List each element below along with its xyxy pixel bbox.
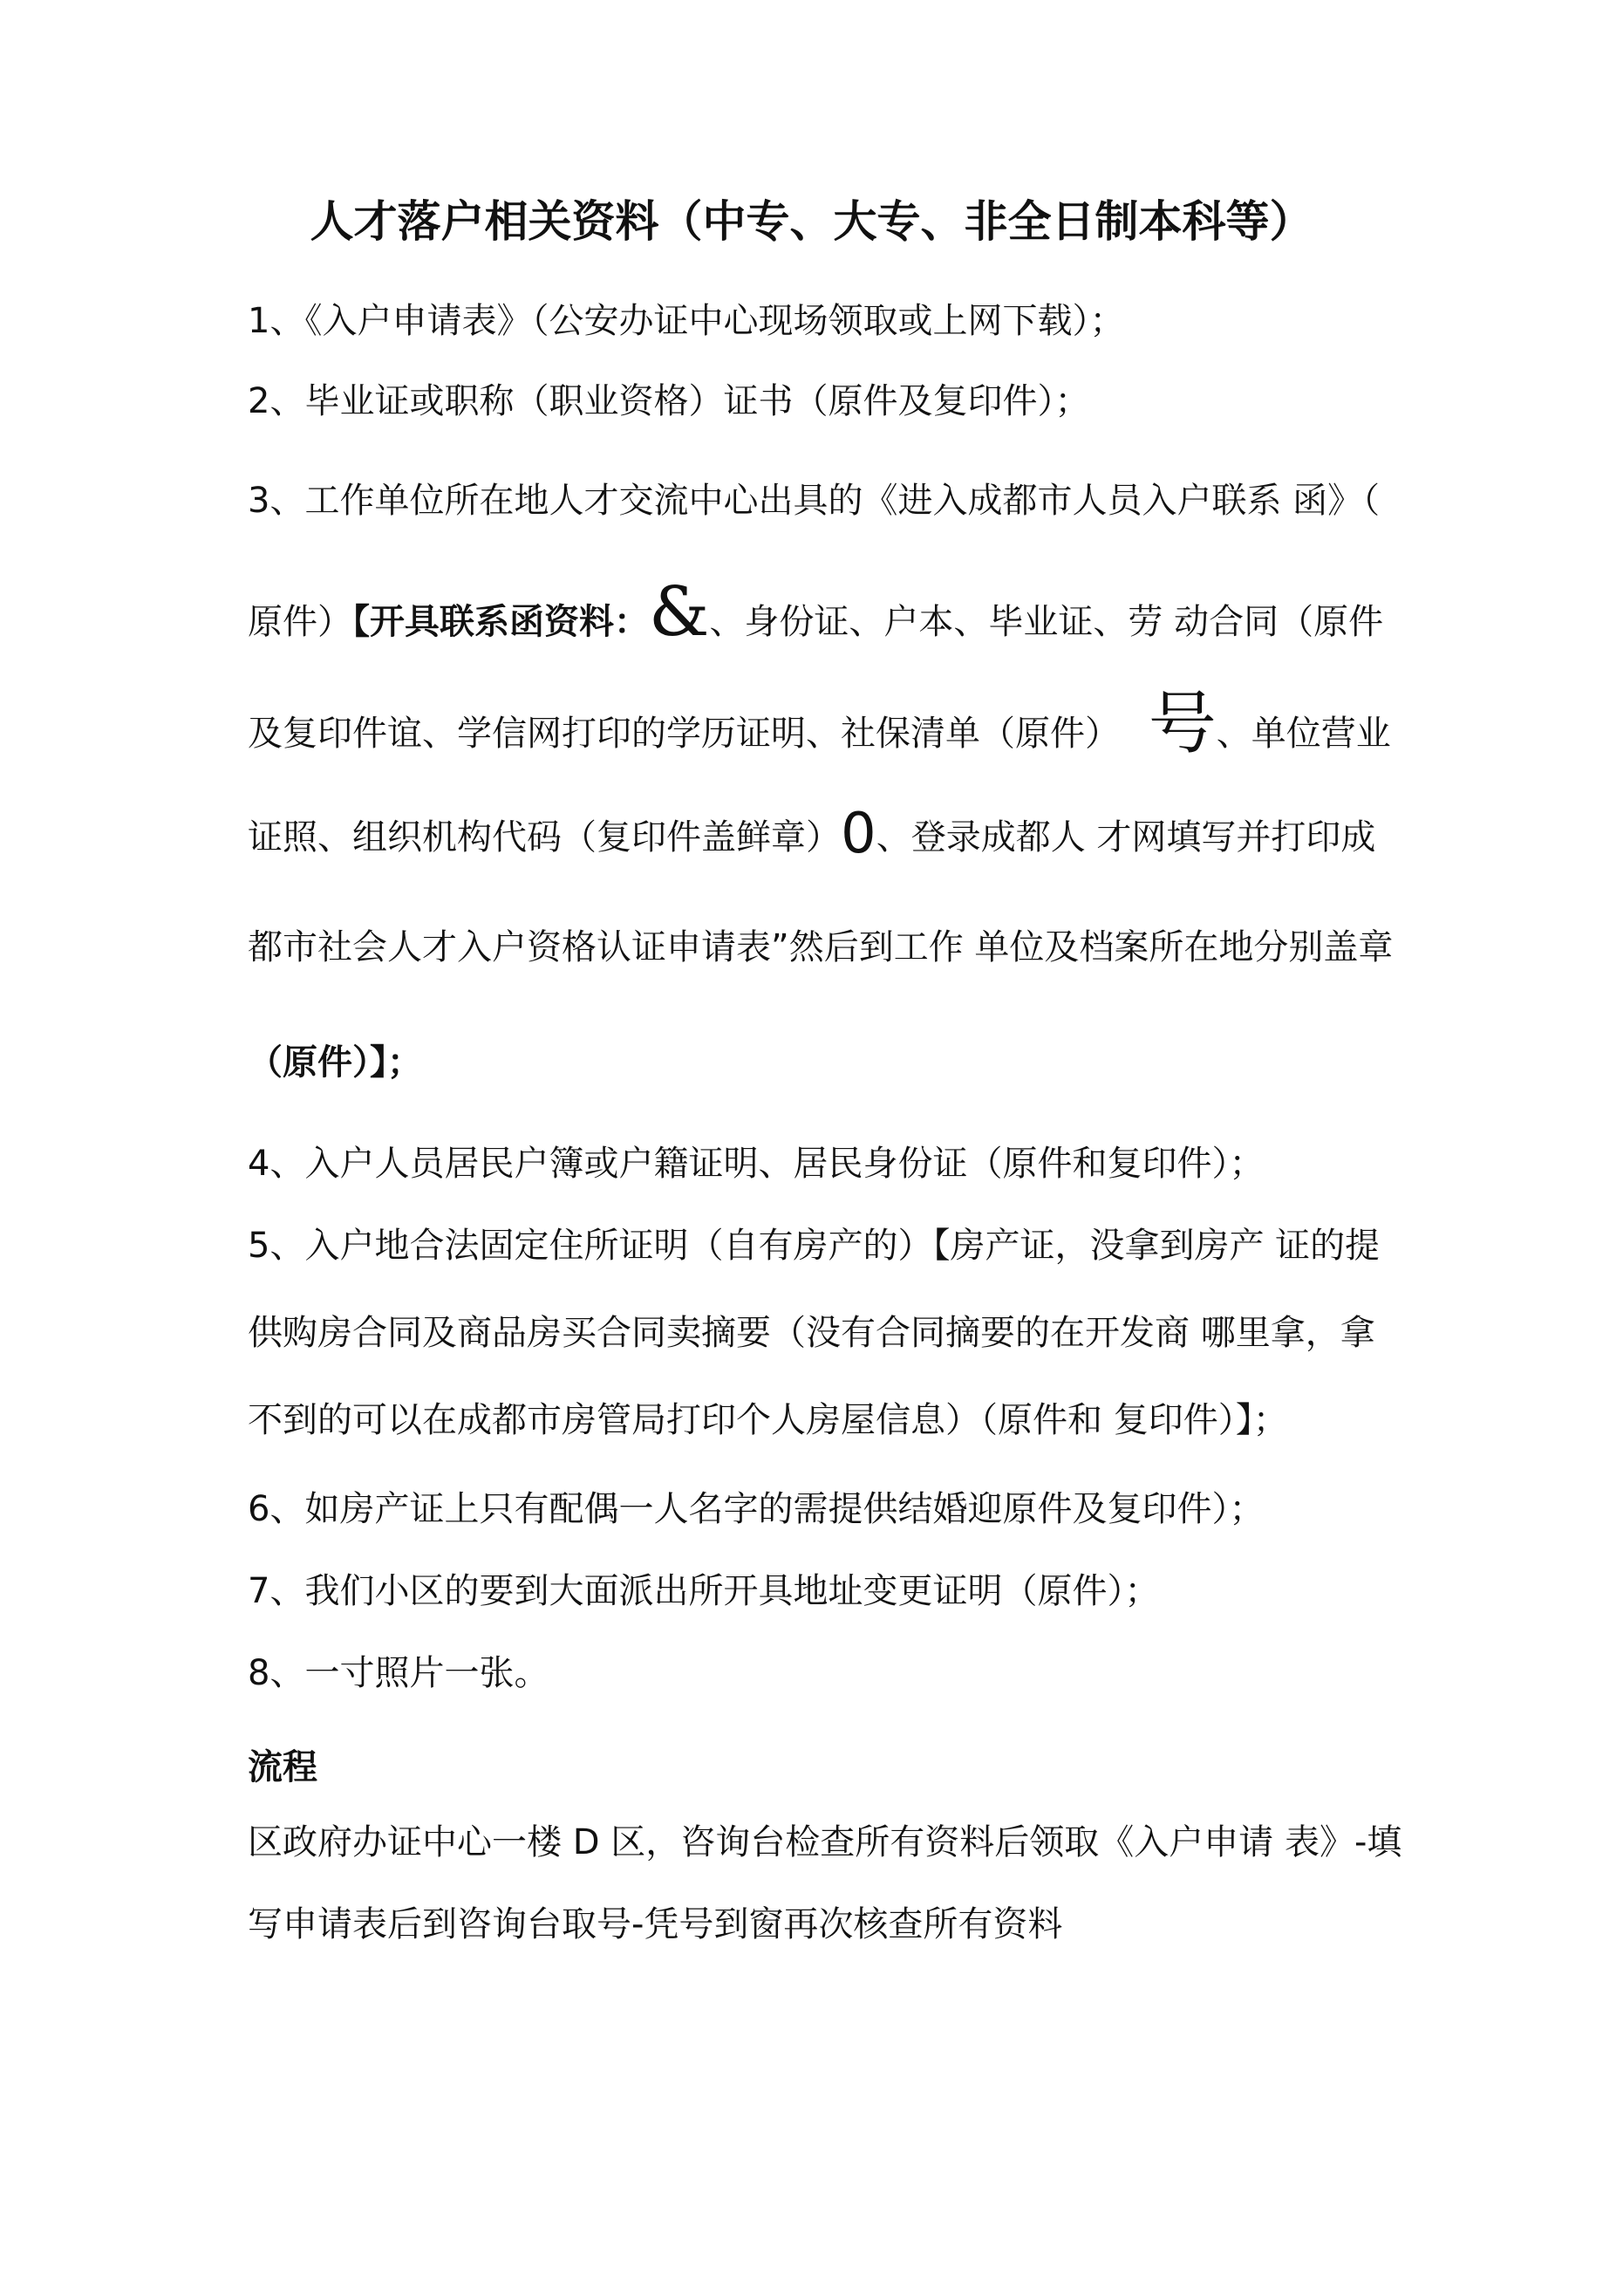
list-item-1: 1、《入户申请表》（公安办证中心现场领取或上网下载）； bbox=[248, 301, 1125, 341]
zero-glyph: 0 bbox=[841, 802, 876, 866]
list-item-3-bracket-text: 【开具联系函资料： bbox=[352, 602, 649, 642]
list-item-7: 7、我们小区的要到大面派出所开具地址变更证明（原件）； bbox=[248, 1571, 1160, 1611]
list-item-4: 4、入户人员居民户簿或户籍证明、居民身份证（原件和复印件）； bbox=[248, 1144, 1265, 1184]
list-item-3-line-1: 3、工作单位所在地人才交流中心出具的《进入成都市人员入户联系 函》（ bbox=[248, 481, 1381, 521]
list-item-3-line-4 bbox=[248, 802, 1376, 866]
process-line-1: 区政府办证中心一楼 D 区，咨询台检查所有资料后领取《入户申请 表》-填 bbox=[248, 1822, 1402, 1862]
ampersand-glyph: & bbox=[649, 573, 710, 652]
hao-glyph: 号 bbox=[1148, 685, 1217, 763]
list-item-3-line-6: （原件）】； bbox=[248, 1042, 422, 1083]
document-title: 人才落户相关资料（中专、大专、非全日制本科等） bbox=[310, 196, 1313, 247]
list-item-3-text: 、登录成都人 才网填写并打印成 bbox=[876, 817, 1376, 858]
list-item-3-line-3 bbox=[248, 685, 1391, 763]
list-item-3-text: 原件） bbox=[248, 602, 352, 642]
list-item-3-line-5: 都市社会人才入户资格认证申请表”然后到工作 单位及档案所在地分别盖章 bbox=[248, 927, 1394, 967]
list-item-5-line-2: 供购房合同及商品房买合同卖摘要（没有合同摘要的在开发商 哪里拿，拿 bbox=[248, 1313, 1375, 1353]
list-item-3-text: 、单位营业 bbox=[1216, 714, 1391, 754]
list-item-2: 2、毕业证或职称（职业资格）证书（原件及复印件）； bbox=[248, 381, 1090, 421]
list-item-6: 6、如房产证上只有配偶一人名字的需提供结婚迎原件及复印件）； bbox=[248, 1489, 1265, 1529]
list-item-5-line-3: 不到的可以在成都市房管局打印个人房屋信息）（原件和 复印件）】； bbox=[248, 1400, 1288, 1440]
process-line-2: 写申请表后到咨询台取号-凭号到窗再次核查所有资料 bbox=[248, 1904, 1063, 1944]
list-item-3-text: 证照、组织机构代码（复印件盖鲜章） bbox=[248, 817, 841, 858]
process-heading: 流程 bbox=[248, 1747, 317, 1787]
list-item-3-text: 、身份证、户本、毕业证、劳 动合同（原件 bbox=[709, 602, 1384, 642]
list-item-8: 8、一寸照片一张。 bbox=[248, 1653, 549, 1693]
list-item-5-line-1: 5、入户地合法固定住所证明（自有房产的）【房产证，没拿到房产 证的提 bbox=[248, 1226, 1381, 1266]
list-item-3-line-2 bbox=[248, 573, 1384, 652]
list-item-3-text: 及复印件谊、学信网打印的学历证明、社保清单（原件） bbox=[248, 714, 1120, 754]
